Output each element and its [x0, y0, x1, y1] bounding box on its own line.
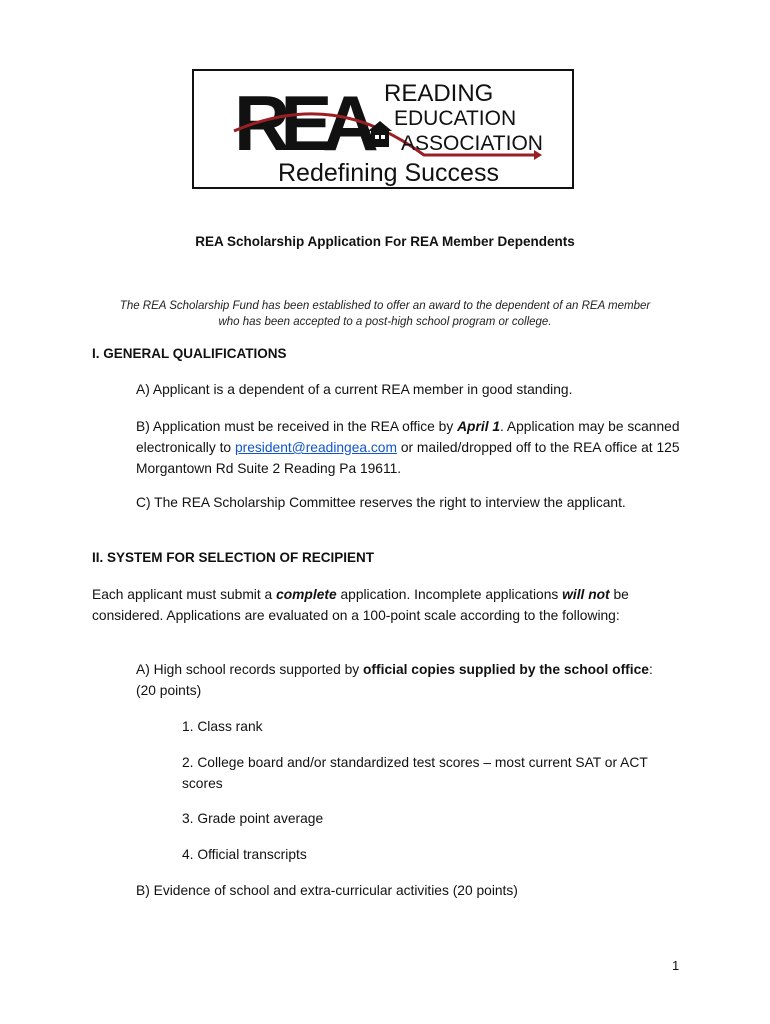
selection-paragraph — [92, 584, 692, 626]
intro-line-1: The REA Scholarship Fund has been established to offer an award to the dependent of an REA member — [119, 300, 651, 312]
president-email-link[interactable]: president@readingea.com — [234, 440, 397, 455]
logo-line-association: ASSOCIATION — [401, 132, 543, 155]
qualification-b-pre: B) Application must be received in the REA office by — [136, 419, 458, 434]
criterion-item: 3. Grade point average — [182, 811, 324, 826]
qualification-b-post: or mailed/dropped off to the REA office at 125 Morgantown Rd Suite 2 Reading Pa 19611. — [136, 440, 680, 476]
qualification-a: A) Applicant is a dependent of a current REA member in good standing. — [136, 382, 573, 397]
deadline-date: April 1 — [457, 419, 501, 434]
logo-letters: REA — [234, 79, 369, 167]
qualification-c: C) The REA Scholarship Committee reserves the right to interview the applicant. — [136, 495, 626, 510]
section1-heading: I. GENERAL QUALIFICATIONS — [92, 346, 287, 361]
intro-paragraph — [80, 298, 690, 330]
selection-post: be considered. Applications are evaluated on a 100-point scale according to the following: — [92, 587, 629, 623]
will-not-emphasis: will not — [562, 587, 610, 602]
qualification-b — [136, 416, 686, 479]
logo-line-education: EDUCATION — [394, 107, 517, 130]
rea-logo — [192, 69, 574, 189]
complete-emphasis: complete — [276, 587, 337, 602]
criterion-a-bold: official copies supplied by the school office — [363, 662, 649, 677]
intro-line-2: who has been accepted to a post-high school program or college. — [218, 316, 552, 328]
rea-logo-graphic — [194, 71, 572, 187]
document-title: REA Scholarship Application For REA Member Dependents — [195, 234, 575, 249]
logo-line-reading: READING — [384, 80, 494, 107]
logo-tagline: Redefining Success — [278, 159, 499, 187]
criterion-a — [136, 659, 666, 701]
section2-heading: II. SYSTEM FOR SELECTION OF RECIPIENT — [92, 550, 375, 565]
criterion-a-post: : (20 points) — [136, 662, 653, 698]
selection-mid: application. Incomplete applications — [336, 587, 563, 602]
criterion-item: 1. Class rank — [182, 719, 263, 734]
selection-pre: Each applicant must submit a — [92, 587, 277, 602]
criterion-item: 4. Official transcripts — [182, 847, 307, 862]
qualification-b-mid: . Application may be scanned electronically to — [136, 419, 680, 455]
criterion-item: 2. College board and/or standardized test scores – most current SAT or ACT scores — [182, 755, 648, 791]
page-number: 1 — [672, 958, 680, 973]
criterion-a-pre: A) High school records supported by — [136, 662, 363, 677]
criterion-b: B) Evidence of school and extra-curricular activities (20 points) — [136, 883, 518, 898]
